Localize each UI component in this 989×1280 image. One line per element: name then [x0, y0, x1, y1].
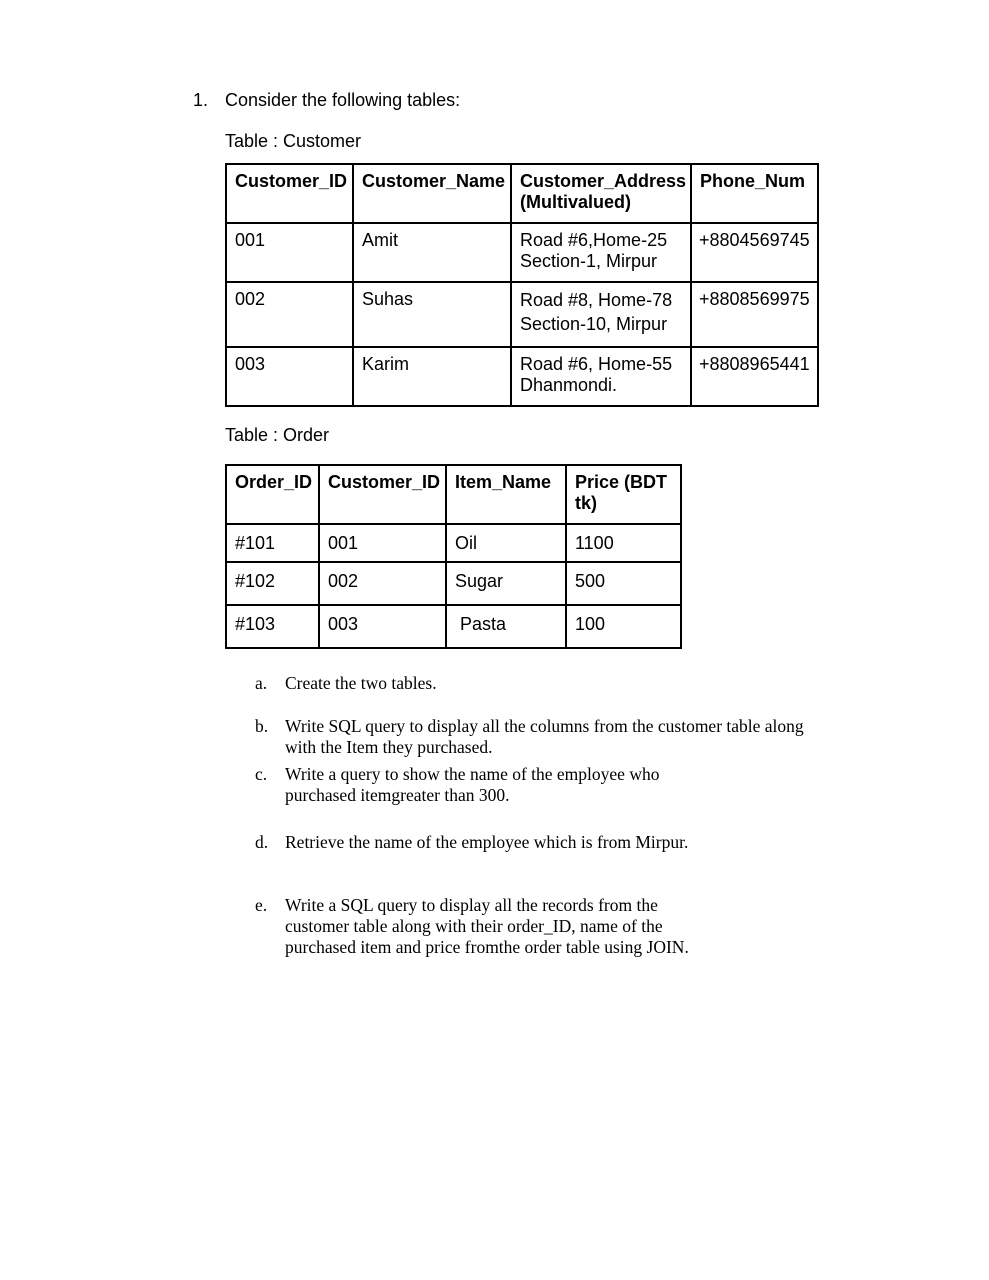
header-phone-num: Phone_Num	[691, 164, 818, 223]
cell-phone-num: +8808965441	[691, 347, 818, 406]
cell-order-id: #103	[226, 605, 319, 648]
header-address-line2: (Multivalued)	[520, 192, 631, 212]
sub-question-text: Write SQL query to display all the columns from the customer table along with the Item they purchased.	[285, 716, 804, 757]
address-line1: Road #8, Home-78	[520, 290, 673, 310]
header-price	[566, 465, 681, 524]
cell-phone-num: +8804569745	[691, 223, 818, 282]
sub-question-label: a.	[255, 673, 268, 693]
cell-customer-id: 001	[226, 223, 353, 282]
table-row	[226, 562, 681, 605]
address-line1: Road #6,Home-25	[520, 230, 668, 250]
cell-item-name: Pasta	[446, 605, 566, 648]
cell-customer-name: Karim	[353, 347, 511, 406]
customer-table	[225, 163, 819, 407]
cell-customer-address	[511, 223, 691, 282]
header-order-id: Order_ID	[226, 465, 319, 524]
table-header-row	[226, 164, 818, 223]
cell-customer-id: 003	[319, 605, 446, 648]
table-row	[226, 347, 818, 406]
cell-item-name: Sugar	[446, 562, 566, 605]
header-address-line1: Customer_Address	[520, 171, 687, 191]
sub-question-text: Retrieve the name of the employee which is from Mirpur.	[285, 832, 689, 852]
cell-customer-name: Suhas	[353, 282, 511, 347]
cell-order-id: #102	[226, 562, 319, 605]
table-row	[226, 605, 681, 648]
cell-order-id: #101	[226, 524, 319, 562]
customer-table-caption: Table : Customer	[225, 131, 362, 151]
question-text: Consider the following tables:	[225, 90, 461, 110]
header-customer-name: Customer_Name	[353, 164, 511, 223]
header-price-line1: Price (BDT	[575, 472, 668, 492]
cell-customer-id: 001	[319, 524, 446, 562]
order-table-caption: Table : Order	[225, 425, 330, 445]
address-line2: Dhanmondi.	[520, 375, 618, 395]
address-line1: Road #6, Home-55	[520, 354, 673, 374]
cell-customer-id: 003	[226, 347, 353, 406]
cell-customer-address	[511, 282, 691, 347]
header-item-name: Item_Name	[446, 465, 566, 524]
cell-price: 1100	[566, 524, 681, 562]
cell-customer-name: Amit	[353, 223, 511, 282]
address-line2: Section-1, Mirpur	[520, 251, 658, 271]
sub-question-label: e.	[255, 895, 268, 915]
cell-phone-num: +8808569975	[691, 282, 818, 347]
table-header-row	[226, 465, 681, 524]
sub-question-label: b.	[255, 716, 269, 736]
cell-price: 500	[566, 562, 681, 605]
header-price-line2: tk)	[575, 493, 597, 513]
header-customer-id: Customer_ID	[319, 465, 446, 524]
cell-item-name: Oil	[446, 524, 566, 562]
sub-question-label: c.	[255, 764, 268, 784]
sub-question-text: Write a query to show the name of the employee who purchased itemgreater than 300.	[285, 764, 660, 805]
header-customer-id: Customer_ID	[226, 164, 353, 223]
table-row	[226, 282, 818, 347]
sub-question-text: Write a SQL query to display all the records from the customer table along with their order_ID, name of the purchased item and price fromthe order table using JOIN.	[285, 895, 689, 957]
order-table	[225, 464, 682, 649]
cell-customer-id: 002	[226, 282, 353, 347]
cell-price: 100	[566, 605, 681, 648]
header-customer-address	[511, 164, 691, 223]
cell-customer-id: 002	[319, 562, 446, 605]
question-number: 1.	[193, 90, 209, 110]
table-row	[226, 524, 681, 562]
sub-question-label: d.	[255, 832, 269, 852]
sub-question-text: Create the two tables.	[285, 673, 437, 693]
cell-customer-address	[511, 347, 691, 406]
table-row	[226, 223, 818, 282]
address-line2: Section-10, Mirpur	[520, 314, 668, 334]
